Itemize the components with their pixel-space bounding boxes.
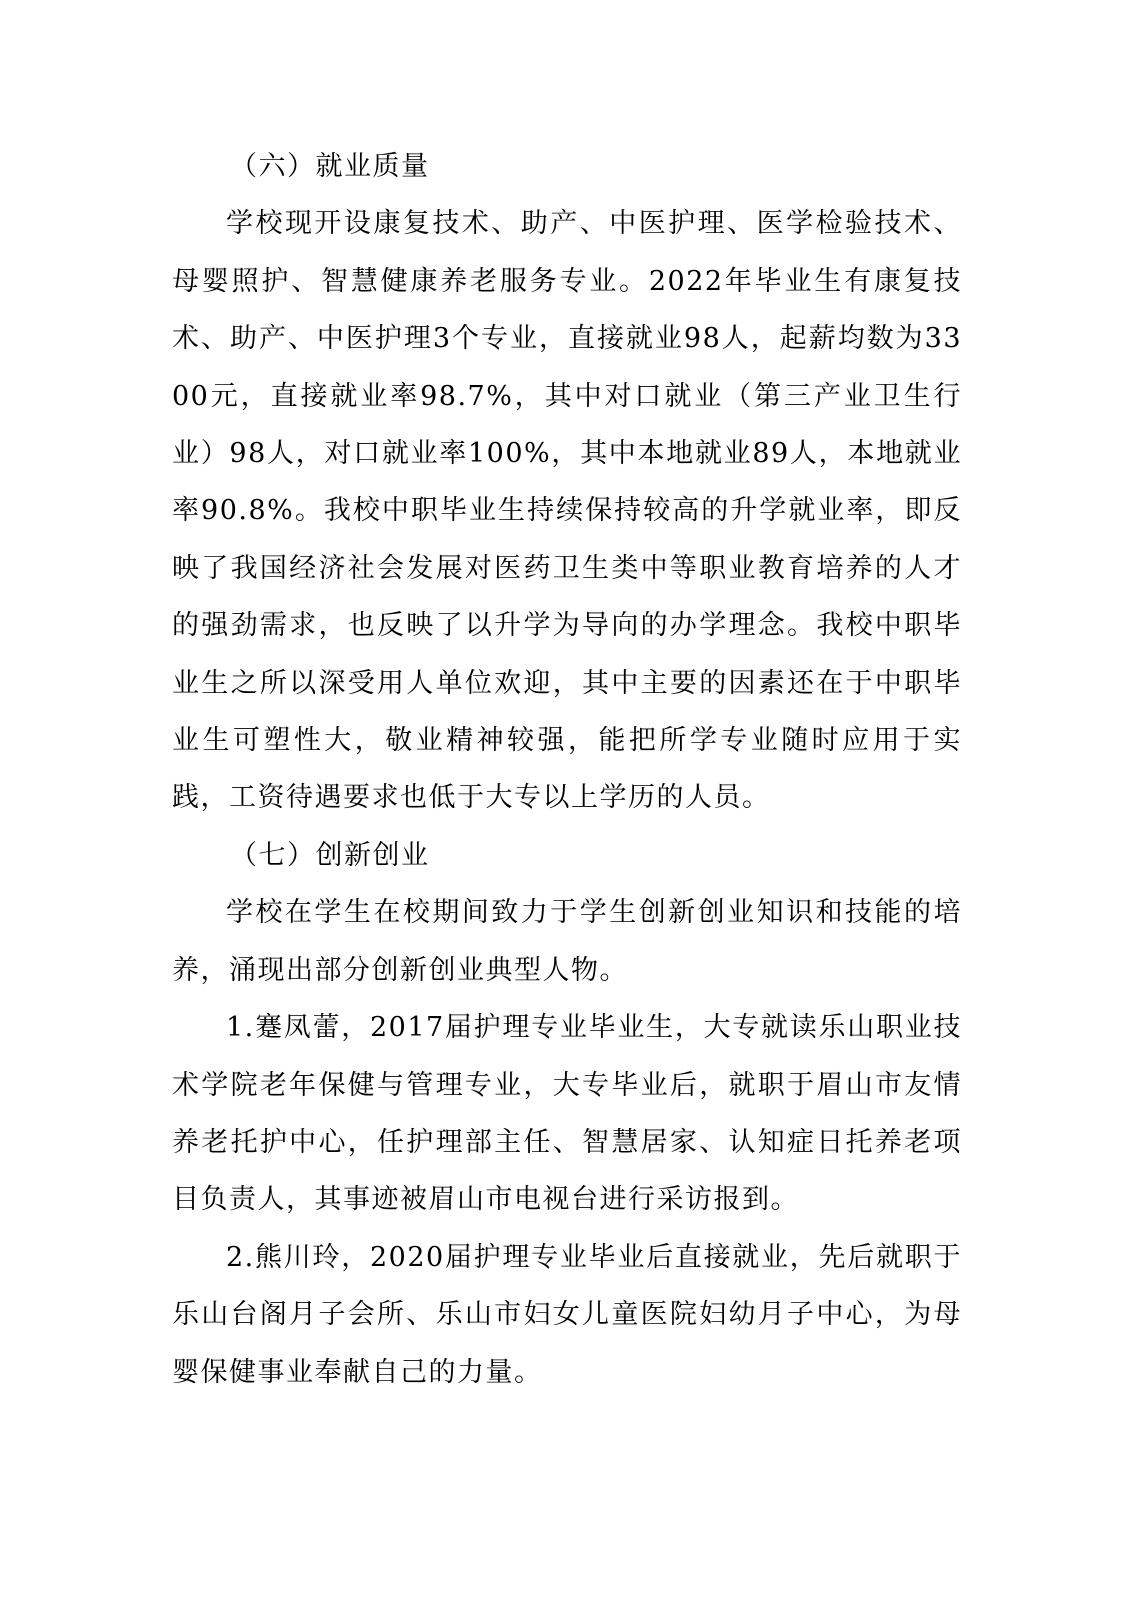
paragraph-innovation-intro: 学校在学生在校期间致力于学生创新创业知识和技能的培养，涌现出部分创新创业典型人物。: [172, 897, 962, 986]
document-body: [172, 138, 962, 1401]
paragraph-example-1: 1.蹇凤蕾，2017届护理专业毕业生，大专就读乐山职业技术学院老年保健与管理专业，大专毕业后，就职于眉山市友情养老托护中心，任护理部主任、智慧居家、认知症日托养老项目负责人，其事迹被眉山市电视台进行采访报到。: [172, 1012, 962, 1216]
paragraph-example-2: 2.熊川玲，2020届护理专业毕业后直接就业，先后就职于乐山台阁月子会所、乐山市妇女儿童医院妇幼月子中心，为母婴保健事业奉献自己的力量。: [172, 1241, 962, 1388]
section-heading-employment-quality: （六）就业质量: [230, 151, 430, 182]
paragraph-employment-quality: 学校现开设康复技术、助产、中医护理、医学检验技术、母婴照护、智慧健康养老服务专业。2022年毕业生有康复技术、助产、中医护理3个专业，直接就业98人，起薪均数为3300元，直接就业率98.7%，其中对口就业（第三产业卫生行业）98人，对口就业率100%，其中本地就业89人，本地就业率90.8%。我校中职毕业生持续保持较高的升学就业率，即反映了我国经济社会发展对医药卫生类中等职业教育培养的人才的强劲需求，也反映了以升学为导向的办学理念。我校中职毕业生之所以深受用人单位欢迎，其中主要的因素还在于中职毕业生可塑性大，敬业精神较强，能把所学专业随时应用于实践，工资待遇要求也低于大专以上学历的人员。: [172, 208, 962, 814]
section-heading-innovation-entrepreneurship: （七）创新创业: [230, 839, 430, 871]
